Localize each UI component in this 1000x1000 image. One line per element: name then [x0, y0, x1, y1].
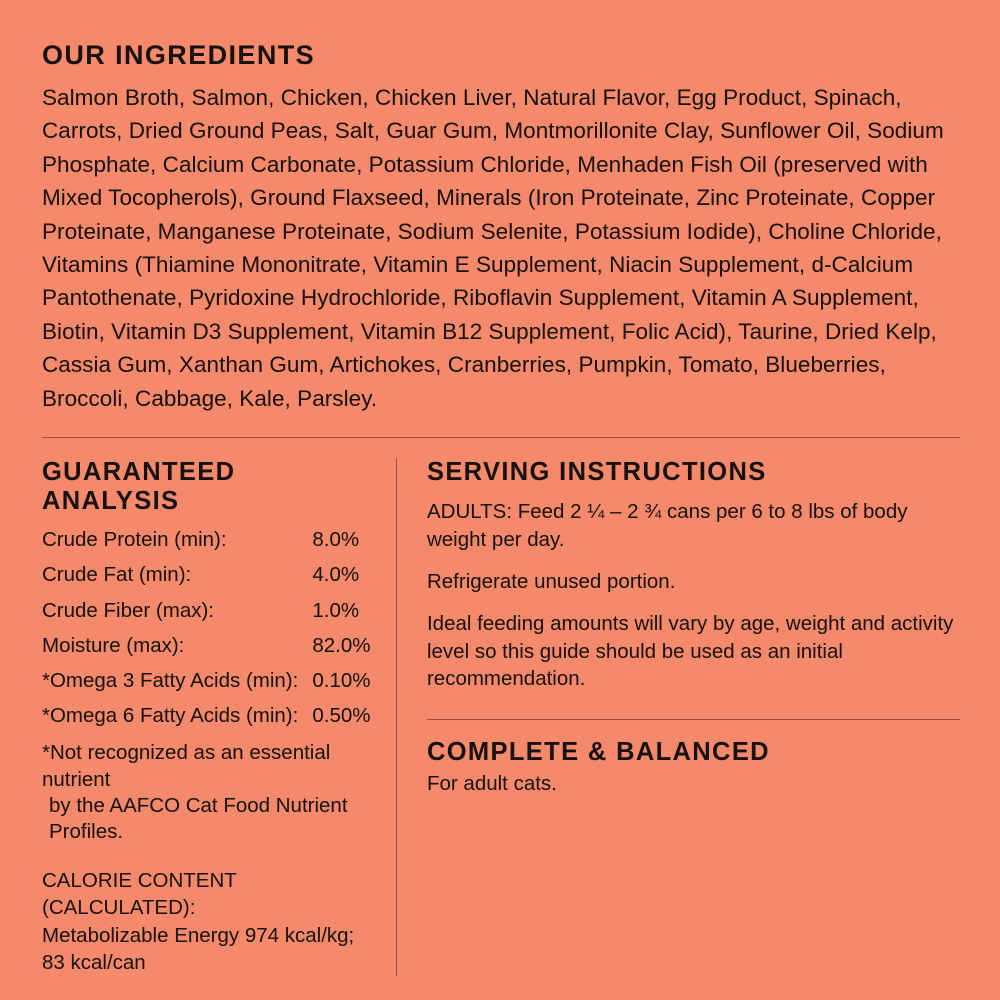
right-column-divider: [427, 719, 960, 720]
table-row: [42, 703, 370, 738]
nutrient-name: Crude Protein (min):: [42, 528, 227, 552]
table-row: [42, 668, 370, 703]
complete-balanced-text: For adult cats.: [426, 771, 557, 795]
nutrient-name: Crude Fat (min):: [42, 563, 192, 587]
nutrient-value: 82.0%: [312, 633, 371, 657]
guaranteed-analysis-section: [42, 458, 396, 976]
ingredients-heading: OUR INGREDIENTS: [42, 40, 316, 70]
nutrient-value: 0.50%: [312, 704, 371, 728]
table-row: [42, 527, 370, 562]
nutrient-value: 1.0%: [312, 598, 360, 622]
guaranteed-analysis-heading: GUARANTEED ANALYSIS: [42, 458, 236, 516]
nutrient-name: *Omega 6 Fatty Acids (min):: [42, 704, 299, 728]
guaranteed-analysis-table: [42, 527, 370, 738]
ingredients-text: Salmon Broth, Salmon, Chicken, Chicken Liver, Natural Flavor, Egg Product, Spinach, Carrots, Dried Ground Peas, Salt, Guar Gum, Montmorillonite Clay, Sunflower Oil, Sodium Phosphate, Calcium Carbonate, Potassium Chloride, Menhaden Fish Oil (preserved with Mixed Tocopherols), Ground Flaxseed, Minerals (Iron Proteinate, Zinc Proteinate, Copper Proteinate, Manganese Proteinate, Sodium Selenite, Potassium Iodide), Choline Chloride, Vitamins (Thiamine Mononitrate, Vitamin E Supplement, Niacin Supplement, d-Calcium Pantothenate, Pyridoxine Hydrochloride, Riboflavin Supplement, Vitamin A Supplement, Biotin, Vitamin D3 Supplement, Vitamin B12 Supplement, Folic Acid), Taurine, Dried Kelp, Cassia Gum, Xanthan Gum, Artichokes, Cranberries, Pumpkin, Tomato, Blueberries, Broccoli, Cabbage, Kale, Parsley.: [42, 85, 944, 411]
serving-paragraph-3: Ideal feeding amounts will vary by age, weight and activity level so this guide should be used as an initial recommendation.: [426, 612, 954, 691]
footnote-line-1: *Not recognized as an essential nutrient: [42, 741, 331, 791]
nutrient-name: *Omega 3 Fatty Acids (min):: [42, 669, 299, 692]
table-row: [42, 633, 370, 668]
nutrient-name: Crude Fiber (max):: [42, 598, 215, 622]
ingredients-section: [42, 40, 960, 415]
footnote-line-2: by the AAFCO Cat Food Nutrient Profiles.: [49, 793, 348, 844]
nutrient-value: 4.0%: [312, 563, 360, 587]
complete-balanced-heading: COMPLETE & BALANCED: [426, 737, 770, 766]
right-column: [397, 458, 960, 976]
lower-columns: [42, 458, 960, 976]
serving-paragraph-2: Refrigerate unused portion.: [426, 570, 676, 593]
complete-balanced-section: [427, 738, 960, 798]
table-row: [42, 598, 370, 633]
calorie-content-label: CALORIE CONTENT (CALCULATED):: [42, 869, 237, 920]
nutrient-value: 8.0%: [312, 528, 360, 552]
serving-instructions-heading: SERVING INSTRUCTIONS: [426, 458, 767, 487]
serving-instructions-section: [427, 458, 960, 693]
table-row: [42, 562, 370, 597]
analysis-footnote: [42, 740, 370, 845]
horizontal-divider: [42, 437, 960, 438]
calorie-content: [42, 867, 370, 975]
serving-paragraph-1: ADULTS: Feed 2 ¼ – 2 ¾ cans per 6 to 8 lbs of body weight per day.: [426, 500, 908, 551]
nutrient-value: 0.10%: [312, 669, 371, 692]
calorie-content-value: Metabolizable Energy 974 kcal/kg; 83 kcal/can: [42, 923, 355, 974]
nutrient-name: Moisture (max):: [42, 633, 185, 657]
